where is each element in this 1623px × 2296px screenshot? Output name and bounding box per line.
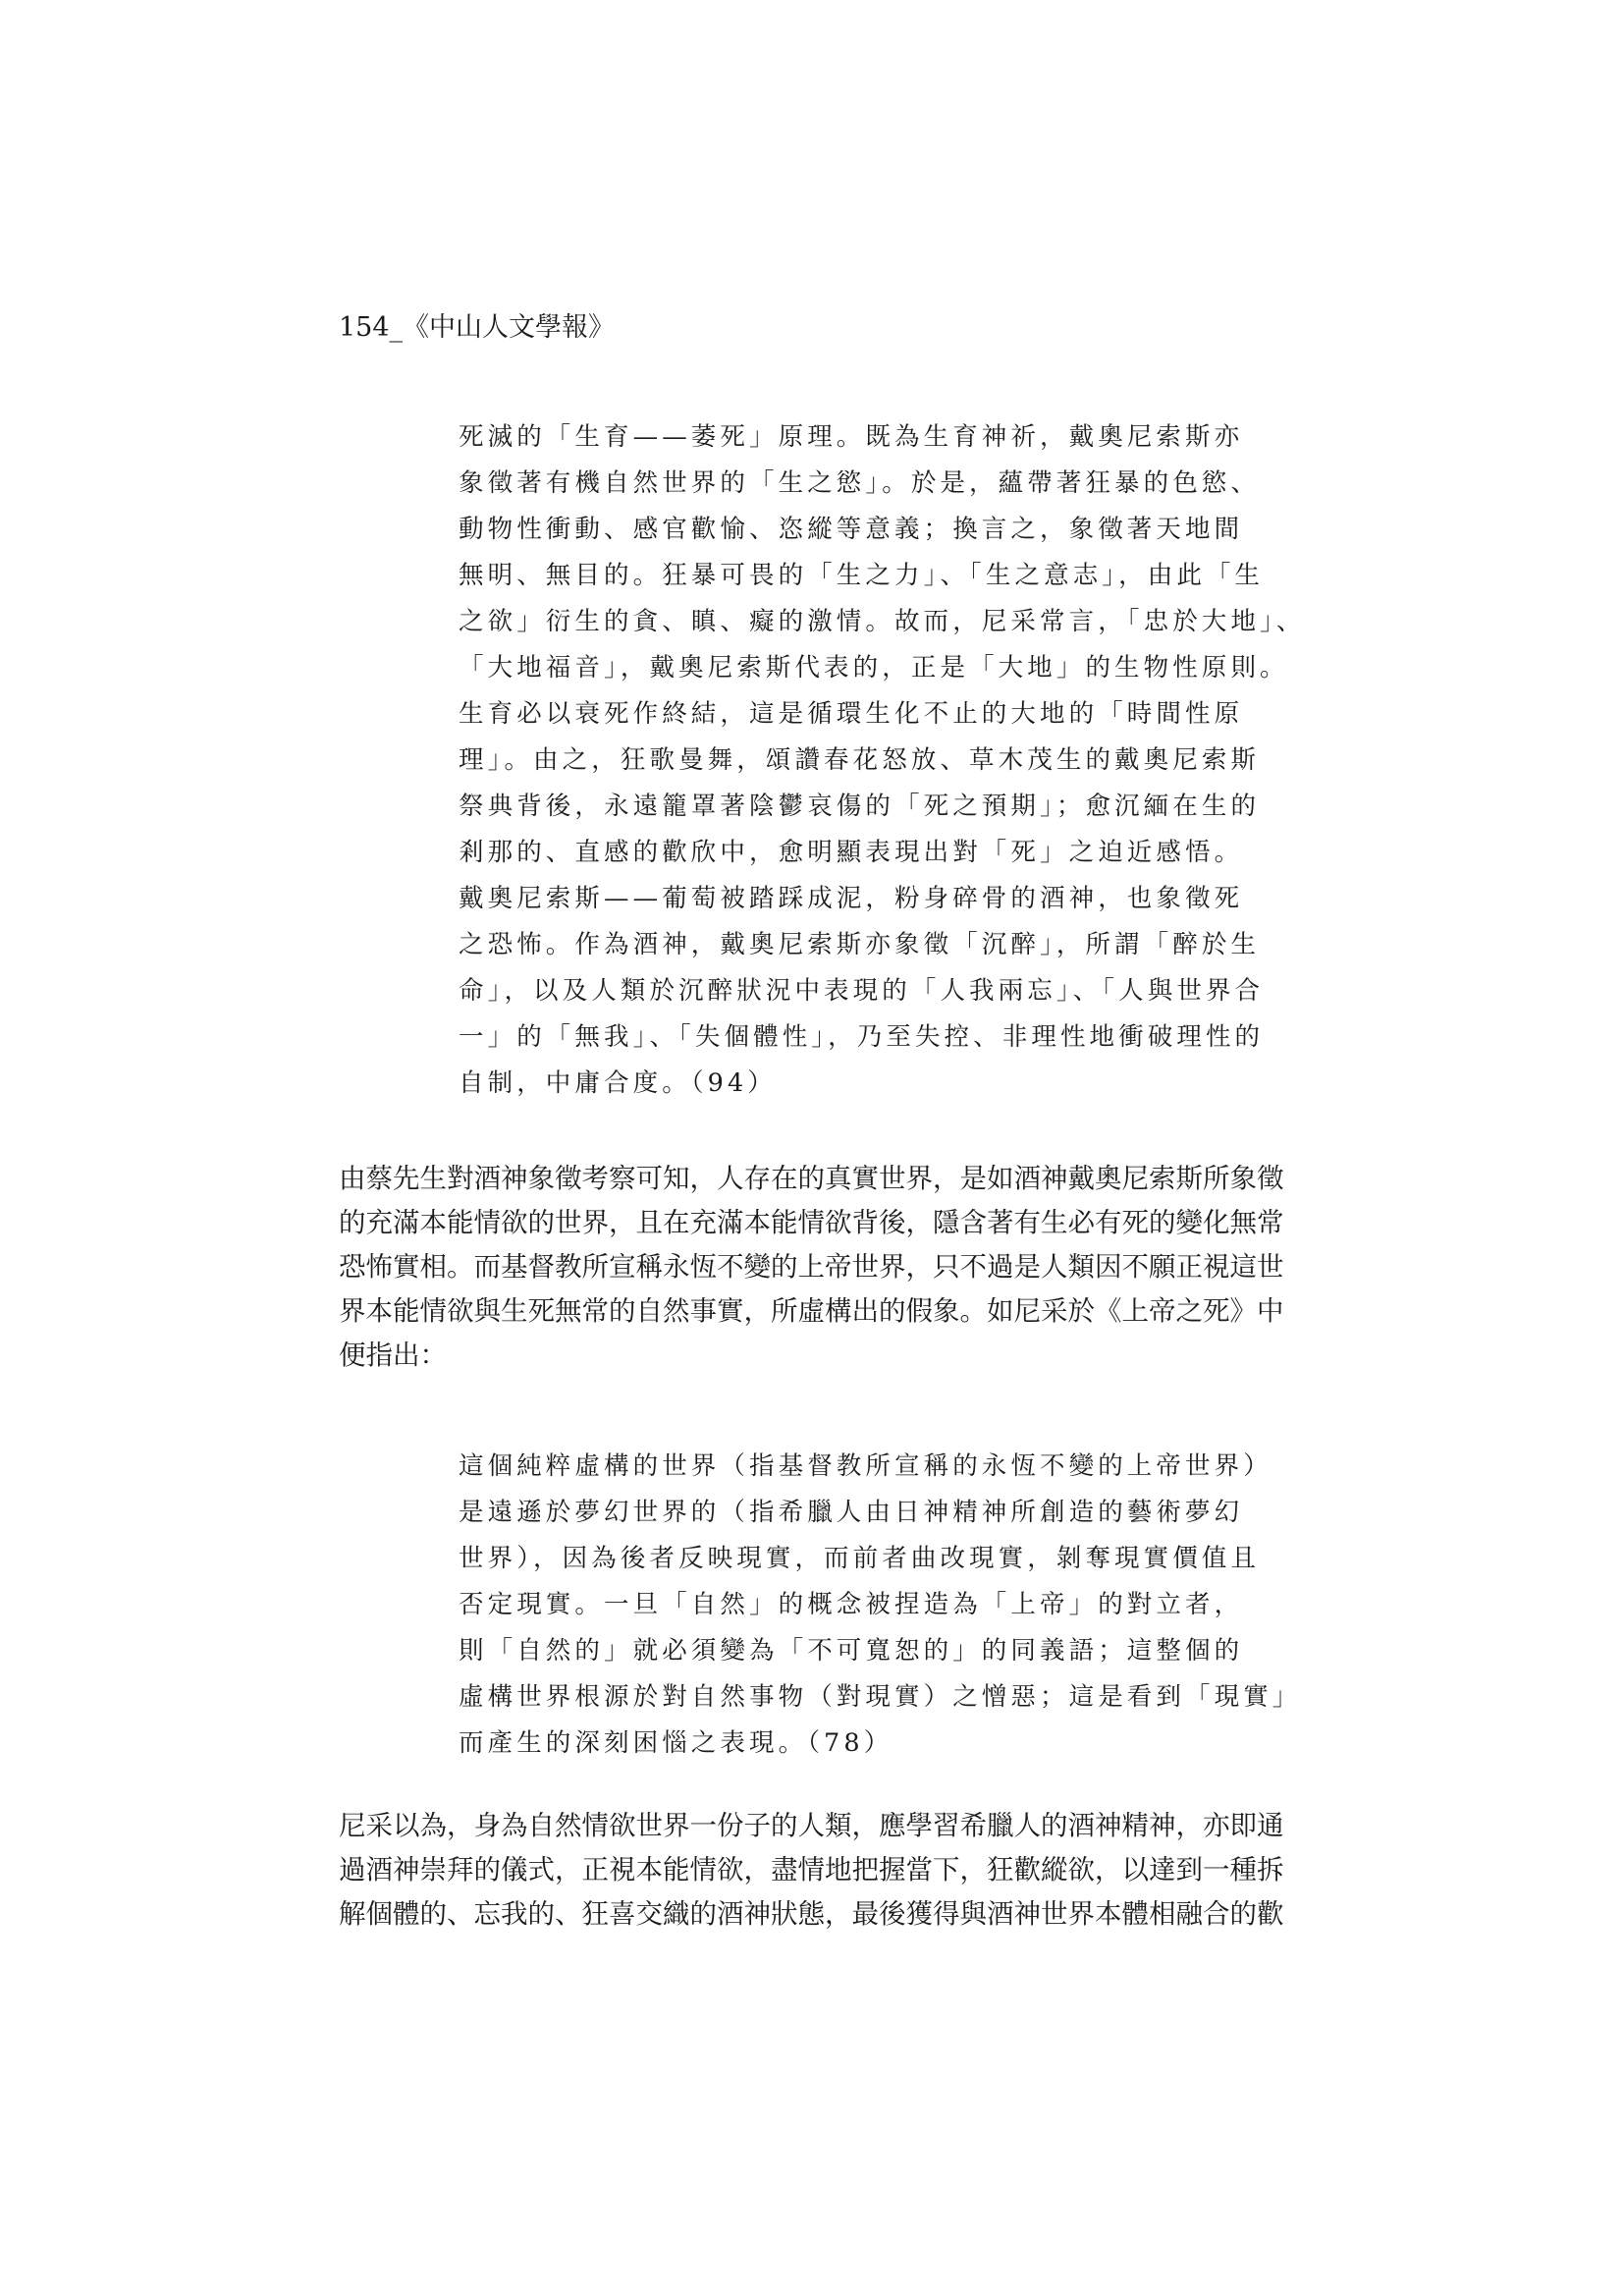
quote-line: 是遠遜於夢幻世界的（指希臘人由日神精神所創造的藝術夢幻: [459, 1498, 1244, 1527]
quote-line: 這個純粹虛構的世界（指基督教所宣稱的永恆不變的上帝世界）: [459, 1451, 1272, 1481]
quote-line: 祭典背後，永遠籠罩著陰鬱哀傷的「死之預期」；愈沉緬在生的: [459, 792, 1261, 821]
running-head: 154_《中山人文學報》: [339, 312, 616, 343]
quote-line: 戴奧尼索斯——葡萄被踏踩成泥，粉身碎骨的酒神，也象徵死: [459, 884, 1244, 913]
quote-line: 剎那的、直感的歡欣中，愈明顯表現出對「死」之迫近感悟。: [459, 838, 1244, 867]
quote-line: 之恐怖。作為酒神，戴奧尼索斯亦象徵「沉醉」，所謂「醉於生: [459, 930, 1261, 959]
quote-line: 虛構世界根源於對自然事物（對現實）之憎惡；這是看到「現實」: [459, 1682, 1302, 1712]
quote-line: 象徵著有機自然世界的「生之慾」。於是，蘊帶著狂暴的色慾、: [459, 468, 1261, 498]
paragraph-line: 解個體的、忘我的、狂喜交織的酒神狀態，最後獲得與酒神世界本體相融合的歡: [339, 1898, 1284, 1930]
block-quote-2: [459, 1444, 1302, 1767]
paragraph-line: 由蔡先生對酒神象徵考察可知，人存在的真實世界，是如酒神戴奧尼索斯所象徵: [339, 1163, 1284, 1194]
quote-line: 理」。由之，狂歌曼舞，頌讚春花怒放、草木茂生的戴奧尼索斯: [459, 745, 1261, 775]
quote-line: 「大地福音」，戴奧尼索斯代表的，正是「大地」的生物性原則。: [459, 653, 1289, 683]
paragraph-line: 尼采以為，身為自然情欲世界一份子的人類，應學習希臘人的酒神精神，亦即通: [339, 1810, 1284, 1841]
quote-line: 而產生的深刻困惱之表現。（78）: [459, 1728, 893, 1758]
body-paragraph-1: [339, 1157, 1287, 1378]
quote-line: 則「自然的」就必須變為「不可寬恕的」的同義語；這整個的: [459, 1636, 1244, 1666]
quote-line: 自制，中庸合度。（94）: [459, 1068, 777, 1098]
quote-line: 動物性衝動、感官歡愉、恣縱等意義；換言之，象徵著天地間: [459, 515, 1244, 544]
paragraph-line: 恐怖實相。而基督教所宣稱永恆不變的上帝世界，只不過是人類因不願正視這世: [339, 1251, 1284, 1283]
body-paragraph-2: [339, 1804, 1287, 1937]
quote-line: 之欲」衍生的貪、瞋、癡的激情。故而，尼采常言，「忠於大地」、: [459, 607, 1306, 636]
quote-line: 生育必以衰死作終結，這是循環生化不止的大地的「時間性原: [459, 699, 1244, 729]
block-quote-1: [459, 414, 1306, 1107]
quote-line: 一」的「無我」、「失個體性」，乃至失控、非理性地衝破理性的: [459, 1022, 1265, 1052]
quote-line: 世界），因為後者反映現實，而前者曲改現實，剝奪現實價值且: [459, 1544, 1261, 1573]
quote-line: 無明、無目的。狂暴可畏的「生之力」、「生之意志」，由此「生: [459, 561, 1265, 590]
quote-line: 命」，以及人類於沉醉狀況中表現的「人我兩忘」、「人與世界合: [459, 976, 1265, 1006]
paragraph-line: 的充滿本能情欲的世界，且在充滿本能情欲背後，隱含著有生必有死的變化無常: [339, 1207, 1284, 1238]
quote-line: 否定現實。一旦「自然」的概念被捏造為「上帝」的對立者，: [459, 1590, 1244, 1619]
paragraph-line: 便指出：: [339, 1339, 447, 1371]
paragraph-line: 過酒神崇拜的儀式，正視本能情欲，盡情地把握當下，狂歡縱欲，以達到一種拆: [339, 1854, 1284, 1886]
quote-line: 死滅的「生育——萎死」原理。既為生育神祈，戴奧尼索斯亦: [459, 422, 1244, 452]
paragraph-line: 界本能情欲與生死無常的自然事實，所虛構出的假象。如尼采於《上帝之死》中: [339, 1295, 1284, 1327]
